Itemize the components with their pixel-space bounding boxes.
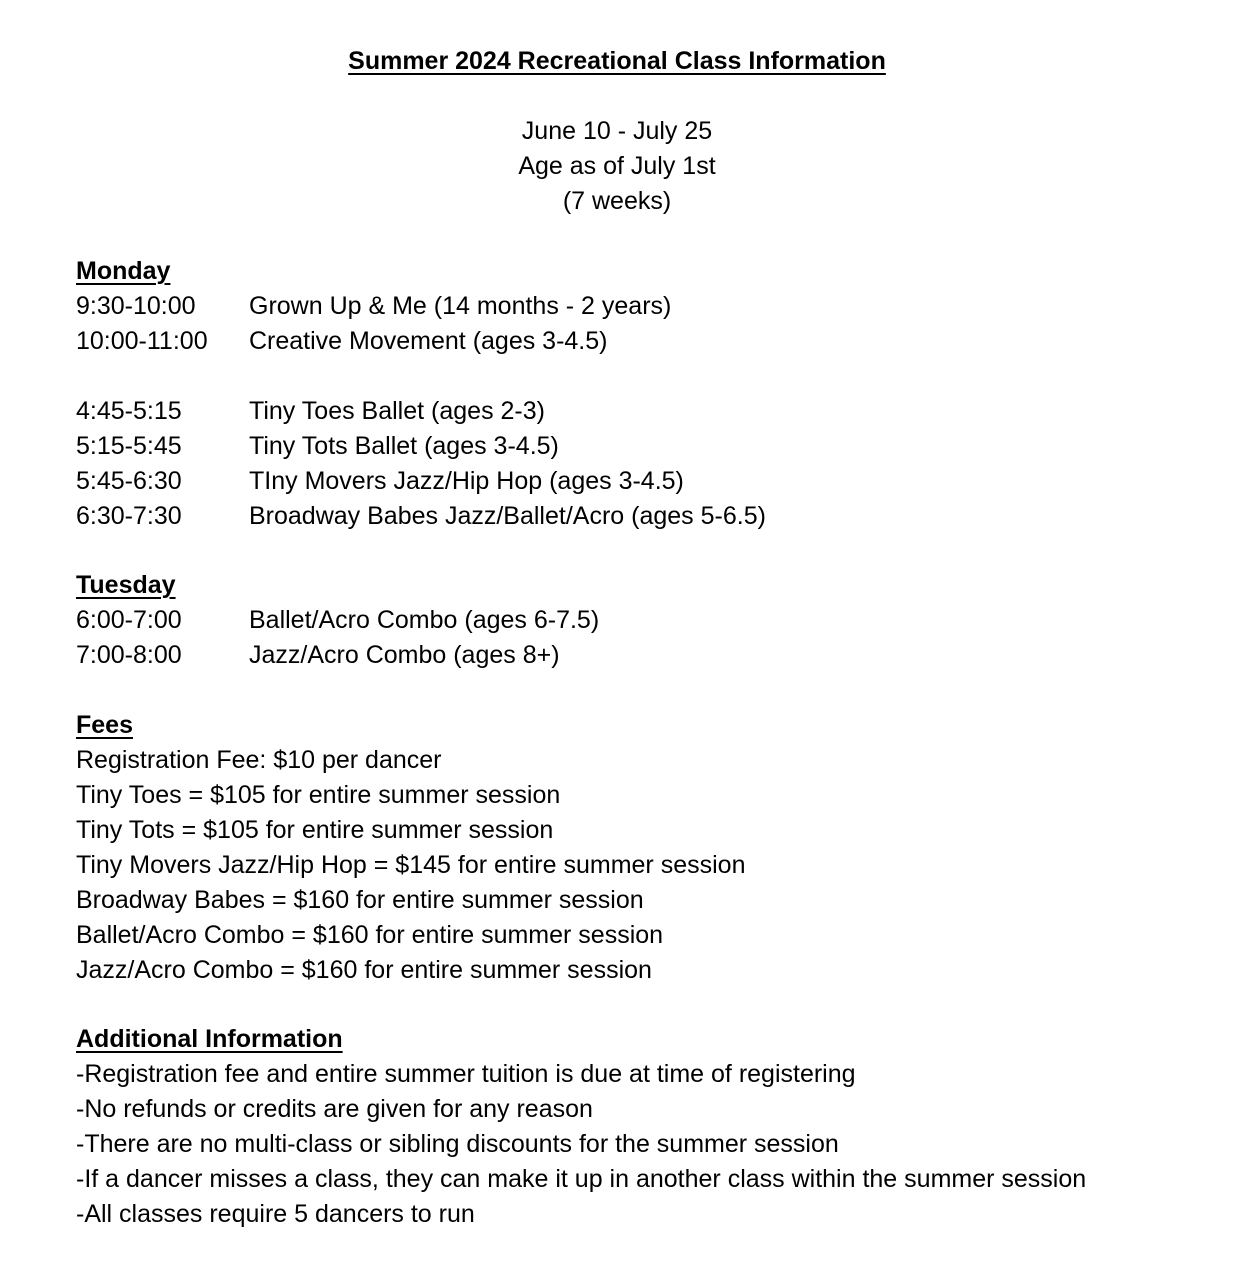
class-time: 5:45-6:30 — [76, 467, 182, 495]
fees-heading: Fees — [76, 711, 133, 739]
monday-heading: Monday — [76, 257, 171, 285]
class-name: Grown Up & Me (14 months - 2 years) — [249, 292, 672, 320]
schedule-row — [76, 638, 1226, 673]
class-name: Broadway Babes Jazz/Ballet/Acro (ages 5-6.5) — [249, 502, 766, 530]
class-name: Jazz/Acro Combo (ages 8+) — [249, 641, 560, 669]
class-name: Creative Movement (ages 3-4.5) — [249, 327, 608, 355]
class-time: 5:15-5:45 — [76, 432, 182, 460]
additional-info-section — [76, 1022, 1226, 1232]
fee-line: Ballet/Acro Combo = $160 for entire summer session — [76, 921, 664, 949]
info-line: -There are no multi-class or sibling discounts for the summer session — [76, 1130, 839, 1158]
info-line: -All classes require 5 dancers to run — [76, 1200, 475, 1228]
schedule-row — [76, 394, 1226, 429]
class-time: 7:00-8:00 — [76, 641, 182, 669]
info-line: -Registration fee and entire summer tuition is due at time of registering — [76, 1060, 856, 1088]
schedule-row — [76, 499, 1226, 534]
fee-line: Jazz/Acro Combo = $160 for entire summer session — [76, 956, 652, 984]
schedule-row — [76, 603, 1226, 638]
class-time: 10:00-11:00 — [76, 327, 208, 355]
schedule-row — [76, 464, 1226, 499]
class-time: 4:45-5:15 — [76, 397, 182, 425]
fee-line: Tiny Movers Jazz/Hip Hop = $145 for entire summer session — [76, 851, 746, 879]
info-line: -No refunds or credits are given for any reason — [76, 1095, 593, 1123]
info-line: -If a dancer misses a class, they can make it up in another class within the summer session — [76, 1165, 1087, 1193]
schedule-row — [76, 289, 1226, 324]
fees-section — [76, 708, 1226, 988]
document-title: Summer 2024 Recreational Class Information — [348, 47, 886, 75]
monday-section — [76, 254, 1226, 534]
fee-line: Tiny Toes = $105 for entire summer session — [76, 781, 561, 809]
schedule-row — [76, 429, 1226, 464]
class-name: Tiny Toes Ballet (ages 2-3) — [249, 397, 545, 425]
fee-line: Broadway Babes = $160 for entire summer session — [76, 886, 644, 914]
class-name: Tiny Tots Ballet (ages 3-4.5) — [249, 432, 559, 460]
additional-info-heading: Additional Information — [76, 1025, 343, 1053]
class-time: 9:30-10:00 — [76, 292, 196, 320]
fee-line: Tiny Tots = $105 for entire summer session — [76, 816, 554, 844]
session-duration: (7 weeks) — [562, 187, 672, 215]
fee-line: Registration Fee: $10 per dancer — [76, 746, 442, 774]
age-note: Age as of July 1st — [518, 152, 716, 180]
class-time: 6:00-7:00 — [76, 606, 182, 634]
tuesday-heading: Tuesday — [76, 571, 176, 599]
session-dates: June 10 - July 25 — [521, 117, 713, 145]
class-name: Ballet/Acro Combo (ages 6-7.5) — [249, 606, 600, 634]
class-time: 6:30-7:30 — [76, 502, 182, 530]
schedule-row — [76, 324, 1226, 359]
session-info — [0, 114, 1234, 219]
tuesday-section — [76, 568, 1226, 673]
class-name: TIny Movers Jazz/Hip Hop (ages 3-4.5) — [249, 467, 684, 495]
